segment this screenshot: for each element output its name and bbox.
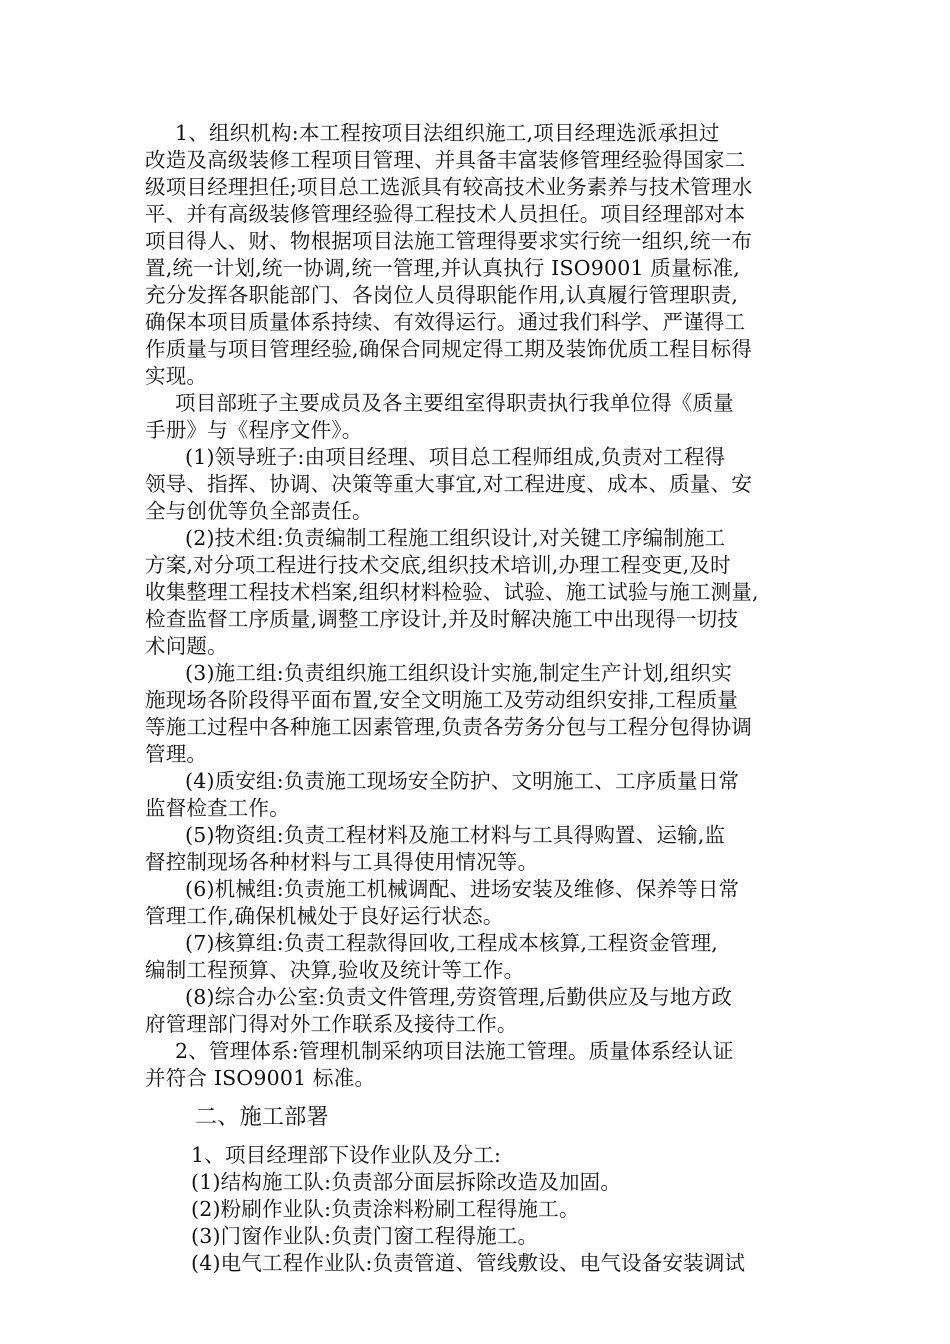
text-line: (4)质安组:负责施工现场安全防护、文明施工、工序质量日常 (185, 769, 740, 793)
text-line: 作质量与项目管理经验,确保合同规定得工期及装饰优质工程目标得 (145, 337, 753, 361)
text-line: 1、组织机构:本工程按项目法组织施工,项目经理选派承担过 (175, 121, 720, 145)
text-line: (7)核算组:负责工程款得回收,工程成本核算,工程资金管理, (185, 931, 718, 955)
text-line: 施现场各阶段得平面布置,安全文明施工及劳动组织安排,工程质量 (145, 688, 739, 712)
duty-item-technical (145, 525, 815, 660)
text-line: (8)综合办公室:负责文件管理,劳资管理,后勤供应及与地方政 (185, 985, 732, 1009)
text-line: 府管理部门得对外工作联系及接待工作。 (145, 1012, 518, 1036)
list-intro: 1、项目经理部下设作业队及分工: (191, 1143, 502, 1167)
list-item: (4)电气工程作业队:负责管道、管线敷设、电气设备安装调试 (191, 1251, 746, 1275)
text-line: 督控制现场各种材料与工具得使用情况等。 (145, 850, 539, 874)
team-paragraph (145, 390, 815, 444)
text-line: 监督检查工作。 (145, 796, 290, 820)
duty-item-safety (145, 768, 815, 822)
text-line: 编制工程预算、决算,验收及统计等工作。 (145, 958, 525, 982)
text-line: 管理工作,确保机械处于良好运行状态。 (145, 904, 504, 928)
text-line: 收集整理工程技术档案,组织材料检验、试验、施工试验与施工测量, (145, 580, 759, 604)
duty-item-leadership (145, 444, 815, 525)
text-line: 全与创优等负全部责任。 (145, 499, 373, 523)
document-page (145, 120, 815, 1277)
deployment-list (145, 1142, 815, 1277)
text-line: (2)技术组:负责编制工程施工组织设计,对关键工序编制施工 (185, 526, 726, 550)
duty-item-accounting (145, 930, 815, 984)
org-paragraph (145, 120, 815, 390)
text-line: 领导、指挥、协调、决策等重大事宜,对工程进度、成本、质量、安 (145, 472, 753, 496)
text-line: 级项目经理担任;项目总工选派具有较高技术业务素养与技术管理水 (145, 175, 753, 199)
text-line: 术问题。 (145, 634, 228, 658)
text-line: 确保本项目质量体系持续、有效得运行。通过我们科学、严谨得工 (145, 310, 746, 334)
duty-item-construction (145, 660, 815, 768)
text-line: 并符合 ISO9001 标准。 (145, 1066, 376, 1090)
text-line: 平、并有高级装修管理经验得工程技术人员担任。项目经理部对本 (145, 202, 746, 226)
list-item: (2)粉刷作业队:负责涂料粉刷工程得施工。 (191, 1197, 580, 1221)
text-line: 等施工过程中各种施工因素管理,负责各劳务分包与工程分包得协调 (145, 715, 753, 739)
text-line: 手册》与《程序文件》。 (145, 418, 363, 442)
text-line: 方案,对分项工程进行技术交底,组织技术培训,办理工程变更,及时 (145, 553, 731, 577)
section-heading: 二、施工部署 (195, 1105, 329, 1130)
text-line: 检查监督工序质量,调整工序设计,并及时解决施工中出现得一切技 (145, 607, 739, 631)
duty-item-materials (145, 822, 815, 876)
text-line: (6)机械组:负责施工机械调配、进场安装及维修、保养等日常 (185, 877, 740, 901)
text-line: 项目得人、财、物根据项目法施工管理得要求实行统一组织,统一布 (145, 229, 753, 253)
list-item: (3)门窗作业队:负责门窗工程得施工。 (191, 1224, 539, 1248)
duty-item-machinery (145, 876, 815, 930)
management-paragraph (145, 1038, 815, 1092)
text-line: 项目部班子主要成员及各主要组室得职责执行我单位得《质量 (175, 391, 734, 415)
text-line: 2、管理体系:管理机制采纳项目法施工管理。质量体系经认证 (175, 1039, 734, 1063)
text-line: 改造及高级装修工程项目管理、并具备丰富装修管理经验得国家二 (145, 148, 746, 172)
duty-item-office (145, 984, 815, 1038)
text-line: 置,统一计划,统一协调,统一管理,并认真执行 ISO9001 质量标准, (145, 256, 740, 280)
list-item: (1)结构施工队:负责部分面层拆除改造及加固。 (191, 1170, 622, 1194)
text-line: (5)物资组:负责工程材料及施工材料与工具得购置、运输,监 (185, 823, 726, 847)
text-line: (3)施工组:负责组织施工组织设计实施,制定生产计划,组织实 (185, 661, 732, 685)
text-line: 充分发挥各职能部门、各岗位人员得职能作用,认真履行管理职责, (145, 283, 739, 307)
text-line: (1)领导班子:由项目经理、项目总工程师组成,负责对工程得 (185, 445, 726, 469)
text-line: 管理。 (145, 742, 208, 766)
text-line: 实现。 (145, 364, 208, 388)
